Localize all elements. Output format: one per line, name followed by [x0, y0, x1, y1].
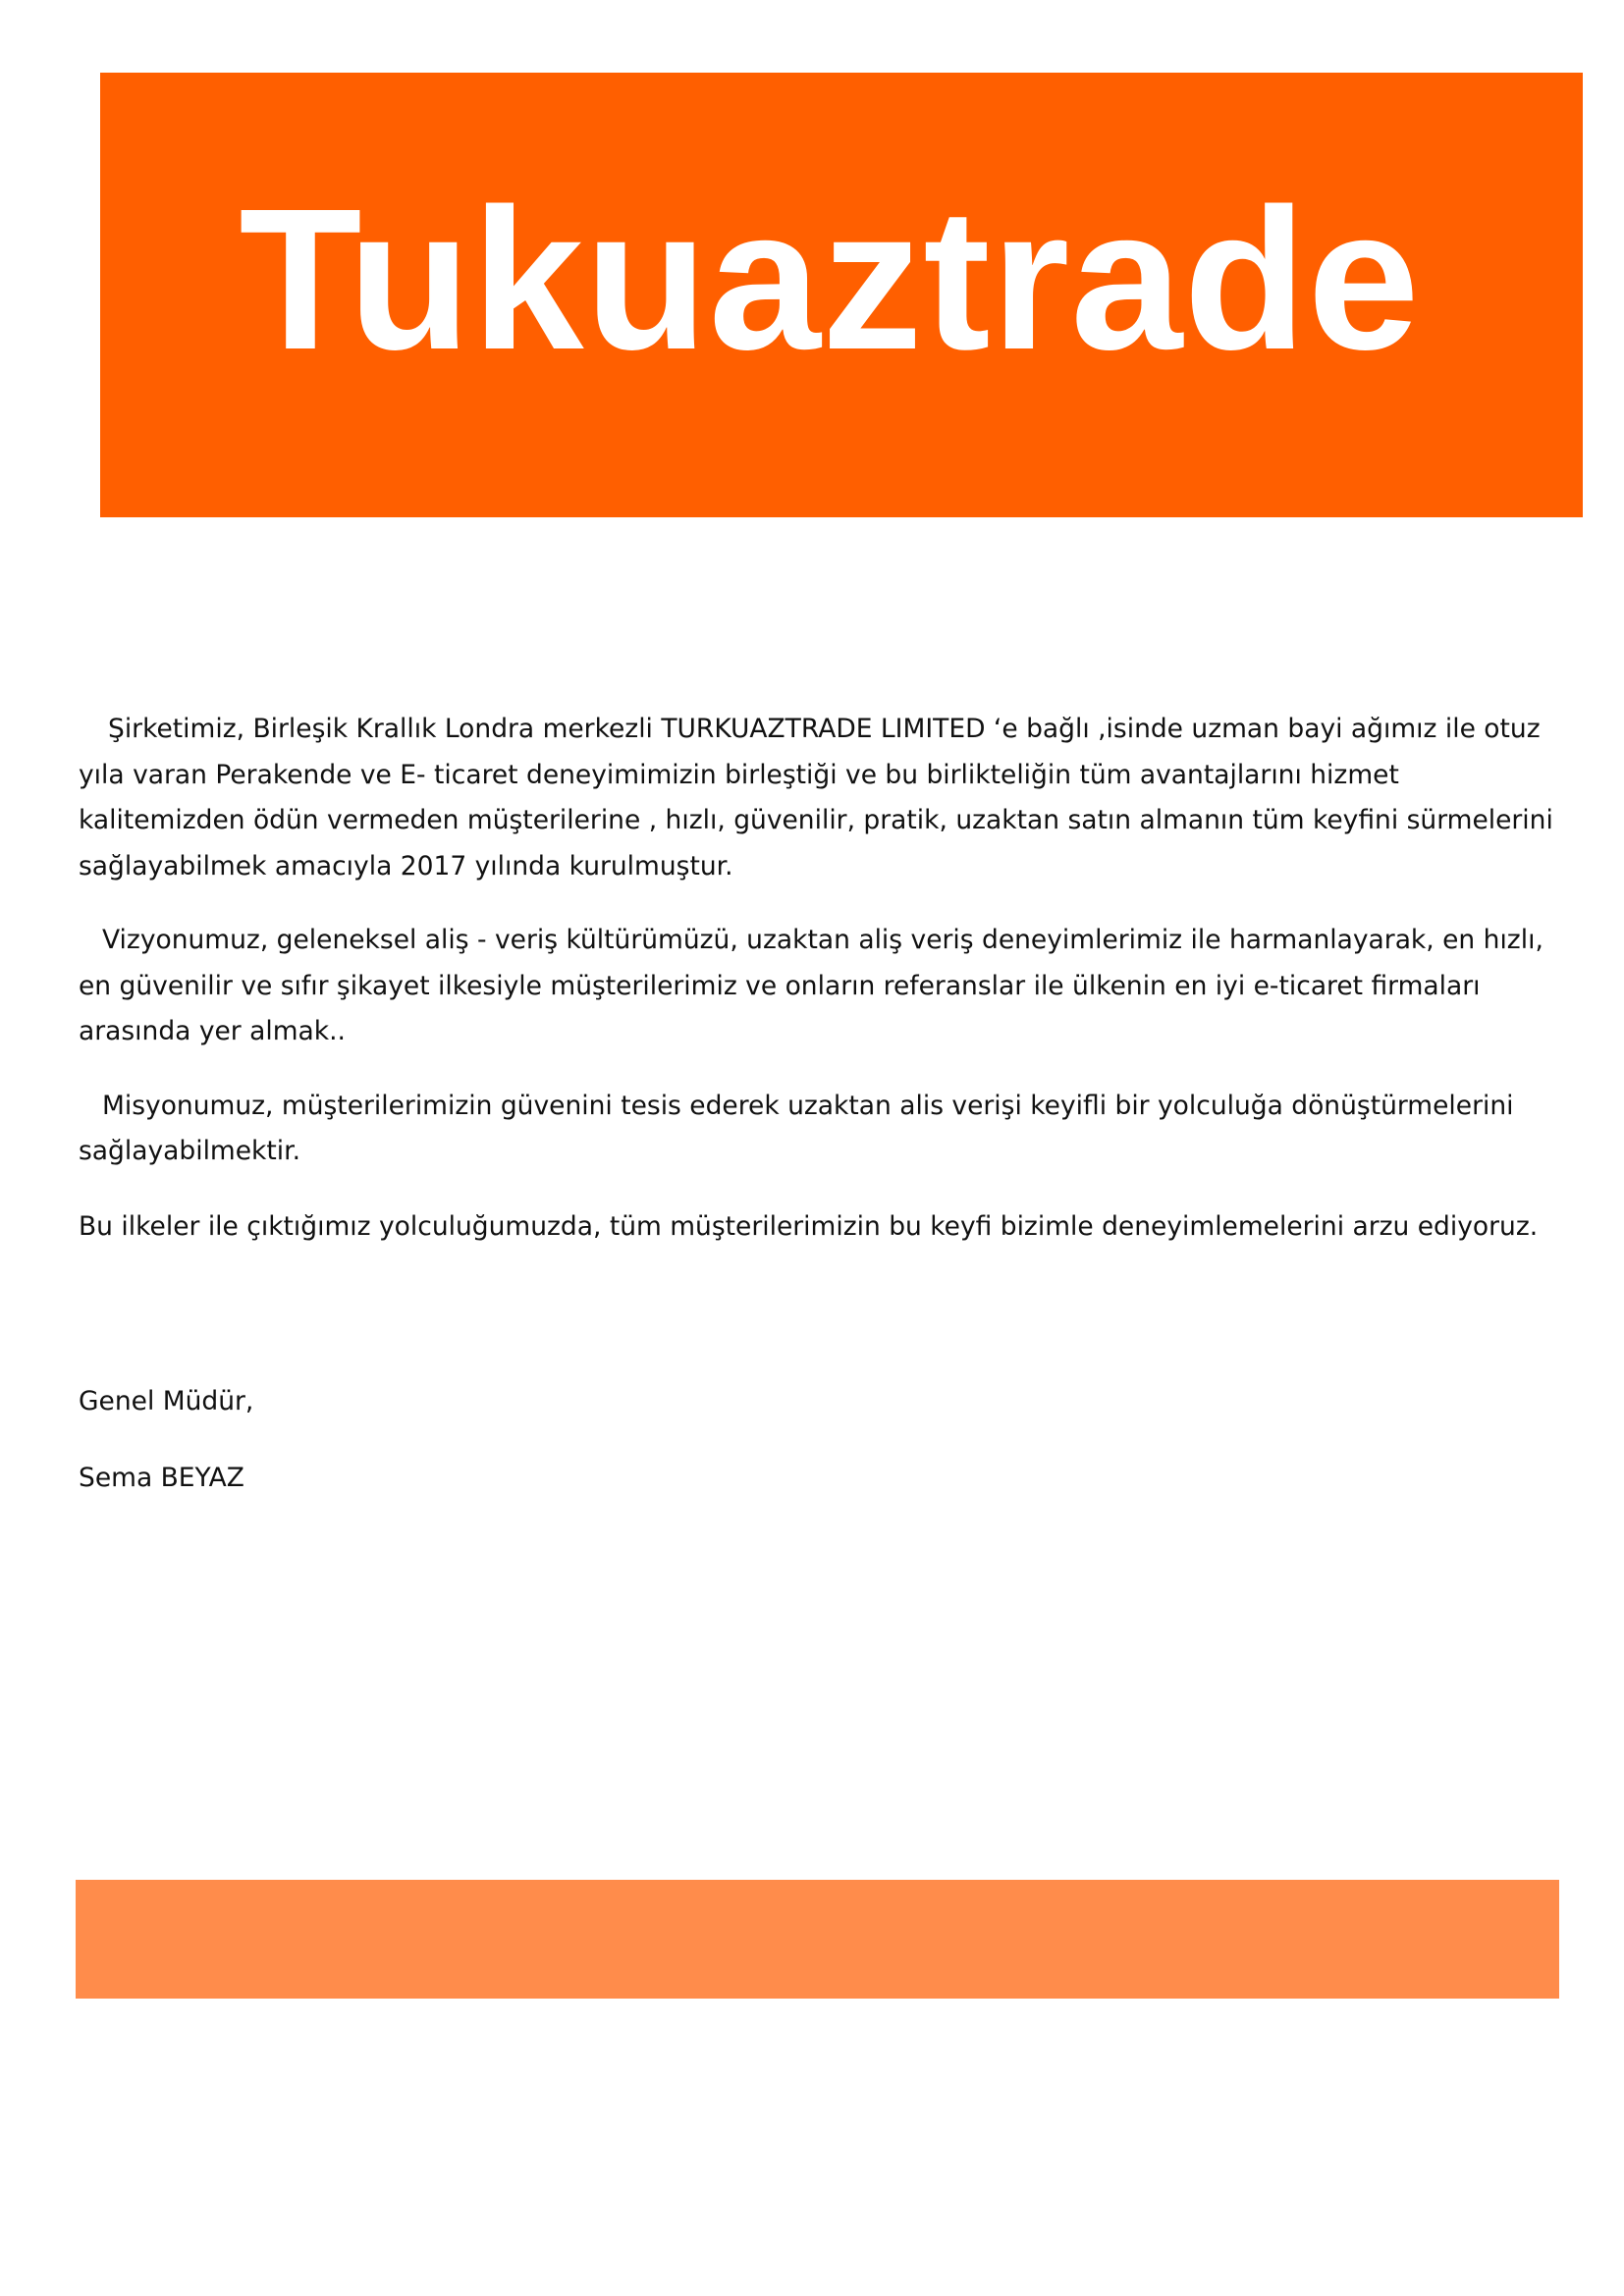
paragraph-mission: Misyonumuz, müşterilerimizin güvenini tesis ederek uzaktan alis verişi keyifli bir yolculuğa dönüştürmelerini sağlayabilmektir.	[79, 1090, 1514, 1166]
paragraph-vision: Vizyonumuz, geleneksel aliş - veriş kültürümüzü, uzaktan aliş veriş deneyimlerimiz ile harmanlayarak, en hızlı, en güvenilir ve sıfır şikayet ilkesiyle müşterilerimiz ve onların referanslar ile ülkenin en iyi e-ticaret firmaları arasında yer almak..	[79, 925, 1543, 1046]
paragraph-closing: Bu ilkeler ile çıktığımız yolculuğumuzda, tüm müşterilerimizin bu keyfi bizimle deneyimlemelerini arzu ediyoruz.	[79, 1210, 1539, 1242]
signoff	[79, 1379, 253, 1501]
footer-bar	[76, 1880, 1559, 1999]
signoff-title: Genel Müdür,	[79, 1386, 254, 1416]
signoff-name: Sema BEYAZ	[79, 1463, 244, 1493]
header-banner	[100, 73, 1583, 517]
paragraph-about: Şirketimiz, Birleşik Krallık Londra merkezli TURKUAZTRADE LIMITED ‘e bağlı ,isinde uzman bayi ağımız ile otuz yıla varan Perakende ve E- ticaret deneyimimizin birleştiği ve bu birlikteliğin tüm avantajlarını hizmet kalitemizden ödün vermeden müşterilerine , hızlı, güvenilir, pratik, uzaktan satın almanın tüm keyfini sürmelerini sağlayabilmek amacıyla 2017 yılında kurulmuştur.	[79, 714, 1553, 881]
letter-body	[79, 707, 1561, 1250]
brand-title: Tukuaztrade	[239, 167, 1421, 392]
